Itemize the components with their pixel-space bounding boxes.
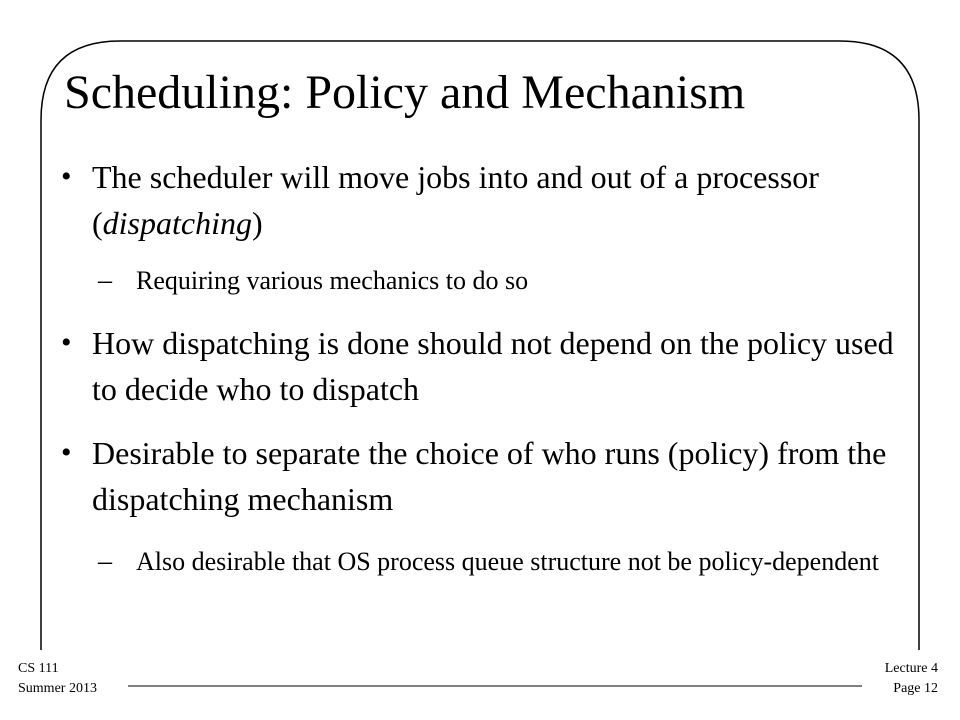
footer-page-number: Page 12 — [893, 681, 938, 696]
footer-course: CS 111 — [18, 661, 59, 676]
dash-icon: – — [98, 265, 112, 296]
bullet-icon: • — [61, 326, 72, 359]
footer-page-info — [885, 659, 938, 699]
sub-bullet-2 — [98, 544, 906, 580]
bullet-text-italic: dispatching — [102, 205, 252, 241]
footer-course-info — [18, 659, 97, 699]
bullet-text-2: How dispatching is done should not depend on the policy used to decide who to dispatch — [92, 325, 894, 407]
bullet-icon: • — [61, 160, 72, 193]
bullet-item-3 — [61, 430, 912, 522]
footer-term: Summer 2013 — [18, 681, 97, 696]
sub-bullet-text-2: Also desirable that OS process queue structure not be policy-dependent — [136, 547, 879, 576]
sub-bullet-1 — [98, 263, 906, 299]
footer-lecture: Lecture 4 — [884, 661, 938, 676]
sub-bullet-text-1: Requiring various mechanics to do so — [136, 266, 529, 295]
slide-title: Scheduling: Policy and Mechanism — [64, 66, 746, 119]
bullet-text-3: Desirable to separate the choice of who runs (policy) from the dispatching mechanism — [92, 435, 887, 517]
dash-icon: – — [98, 546, 112, 577]
bullet-item-2 — [61, 320, 912, 412]
bullet-text-1b: ) — [251, 205, 263, 241]
bullet-icon: • — [61, 436, 72, 469]
bullet-item-1 — [61, 154, 912, 246]
bullet-text-1a: The scheduler will move jobs into and out of a processor ( — [92, 159, 819, 241]
